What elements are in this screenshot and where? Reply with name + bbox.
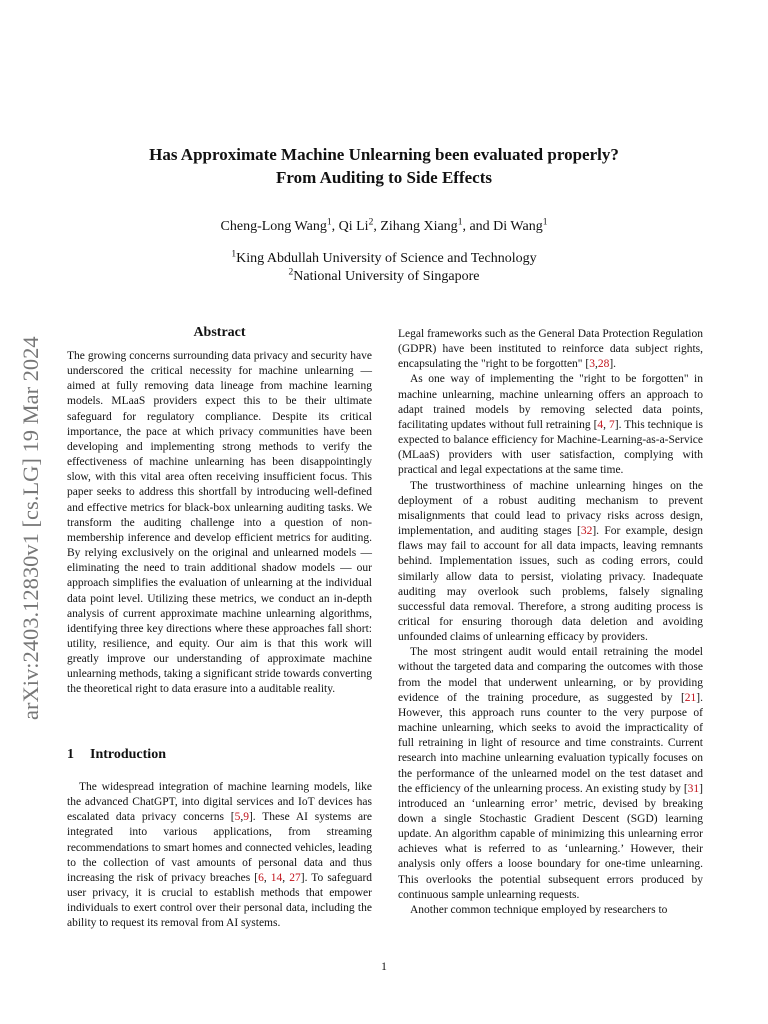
author-name: Di Wang: [493, 219, 543, 234]
affiliation-marker: 2: [368, 217, 374, 228]
affiliation-name: King Abdullah University of Science and Technology: [236, 251, 537, 266]
body-paragraph: As one way of implementing the "right to be forgotten" in machine unlearning, machine unlearning offers an approach to adapt trained models by removing selected data points, facilitating updates without full retraining [4, 7]. This technique is expected to balance efficiency for Machine-Learning-as-a-Service (MLaaS) providers with user satisfaction, complying with practical and legal expectations at the same time.: [398, 373, 703, 477]
affiliation-marker: 1: [457, 217, 463, 228]
section-title: Introduction: [90, 747, 166, 762]
citation-link[interactable]: 4: [597, 418, 604, 431]
abstract-text: The growing concerns surrounding data privacy and security have underscored the critical necessity for machine unlearning — aimed at fully removing data lineage from machine learning models. MLaaS providers expect this to be their ultimate safeguard for regulatory compliance. Despite its critical importance, the pace at which privacy communities have been developing and implementing strong methods to verify the effectiveness of machine unlearning has been disappointingly slow, with this vital area often receiving insufficient focus. This paper seeks to address this shortfall by introducing well-defined and effective metrics for black-box unlearning auditing tasks. We transform the auditing challenge into a question of non-membership inference and develop efficient metrics for auditing. By relying exclusively on the original and unlearned models — eliminating the need to train additional shadow models — our approach simplifies the evaluation of unlearning at the individual data point level. Utilizing these metrics, we conduct an in-depth analysis of current approximate machine unlearning algorithms, identifying three key directions where these approaches fall short: utility, resilience, and equity. Our aim is that this work will greatly improve our understanding of approximate machine unlearning methods, taking a significant stride towards converting the theoretical right to data erasure into a auditable reality.: [67, 350, 372, 696]
citation-link[interactable]: 32: [580, 525, 593, 538]
citation-link[interactable]: 6: [258, 871, 264, 884]
abstract-heading: Abstract: [193, 325, 246, 340]
citation-link[interactable]: 31: [687, 782, 700, 795]
section-number: 1: [67, 747, 74, 762]
affiliation-list: [0, 250, 768, 286]
paper-title: [0, 143, 768, 189]
author-list: Cheng-Long Wang$^1$, Qi Li$^2$, Zihang Xiang$^1$, and Di Wang$^1$: [220, 217, 548, 234]
intro-paragraph: The widespread integration of machine learning models, like the advanced ChatGPT, into digital services and IoT devices has escalated data privacy concerns [5,9]. These AI systems are integrated into various applications, from streaming recommendations to smart homes and connected vehicles, leading to the collection of vast amounts of personal data and thus increasing the risk of privacy breaches [6, 14, 27]. To safeguard user privacy, it is crucial to establish methods that empower individuals to exert control over their personal data, including the ability to request its removal from AI systems.: [67, 781, 373, 930]
citation-link[interactable]: 14: [270, 871, 283, 884]
body-paragraph: The most stringent audit would entail retraining the model without the targeted data and comparing the outcomes with those from the model that underwent unlearning, or by providing evidence of the training procedure, as suggested by [21]. However, this approach runs counter to the very purpose of machine unlearning, which seeks to avoid the impracticality of full retraining in light of resource and time constraints. Current research into machine unlearning evaluation typically focuses on the performance of the unlearned model on the test dataset and the efficiency of the unlearning process. An existing study by [31] introduced an ‘unlearning error’ metric, devised by breaking down a single Stochastic Gradient Descent (SGD) learning update. An algorithm capable of minimizing this unlearning error achieves what is referred to as ‘unlearning.’ However, their analysis only offers a loose boundary for one-time unlearning. This overlooks the potential subsequent errors produced by continuous sample unlearning requests.: [398, 646, 703, 901]
affiliation: [0, 268, 768, 286]
affiliation-marker: 2: [288, 267, 294, 278]
affiliation-marker: 1: [542, 217, 548, 228]
citation-link[interactable]: 28: [597, 358, 610, 371]
arxiv-identifier: arXiv:2403.12830v1 [cs.LG] 19 Mar 2024: [18, 336, 43, 720]
section-heading: [67, 747, 166, 763]
citation-link[interactable]: 21: [684, 691, 697, 704]
author-name: Zihang Xiang: [380, 219, 458, 234]
title-line-1: Has Approximate Machine Unlearning been evaluated properly?: [149, 145, 619, 164]
affiliation-marker: 1: [231, 249, 237, 260]
citation-link[interactable]: 7: [609, 418, 615, 431]
right-column: [398, 327, 703, 918]
author-name: Qi Li: [338, 219, 369, 234]
citation-link[interactable]: 3: [589, 358, 595, 371]
citation-link[interactable]: 5: [234, 811, 241, 824]
affiliation-marker: 1: [326, 217, 332, 228]
body-paragraph: Legal frameworks such as the General Data Protection Regulation (GDPR) have been instituted to reinforce data subject rights, encapsulating the "right to be forgotten" [3,28].: [398, 328, 703, 371]
page-number: 1: [381, 961, 387, 973]
title-line-2: From Auditing to Side Effects: [276, 168, 492, 187]
introduction-left-column: [67, 780, 372, 932]
abstract-body: [67, 349, 372, 698]
affiliation: [0, 250, 768, 268]
author-name: Cheng-Long Wang: [220, 219, 327, 234]
citation-link[interactable]: 27: [289, 871, 301, 884]
body-paragraph: Another common technique employed by researchers to: [410, 903, 668, 916]
citation-link[interactable]: 9: [243, 811, 249, 824]
body-paragraph: The trustworthiness of machine unlearning hinges on the deployment of a robust auditing mechanism to prevent misalignments that could lead to privacy risks across design, implementation, and auditing stages [32]. For example, design flaws may fail to account for all data impacts, leaving remnants behind. Implementation issues, such as coding errors, could similarly allow data to persist, violating privacy. Inadequate auditing may overlook such problems, falsely signaling successful data removal. Therefore, a strong auditing process is critical for ensuring thorough data deletion and avoiding unfounded claims of unlearning efficacy by providers.: [398, 479, 703, 644]
affiliation-name: National University of Singapore: [293, 269, 480, 284]
